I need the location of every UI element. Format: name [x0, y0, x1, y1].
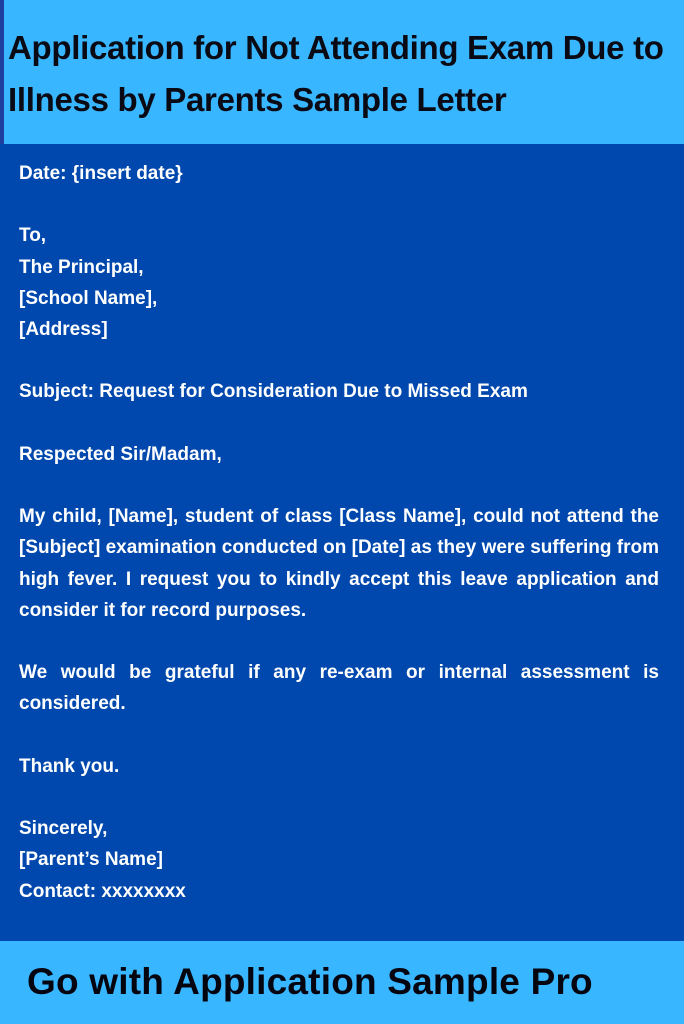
- salutation-line: Respected Sir/Madam,: [19, 443, 222, 465]
- spacer: [19, 408, 659, 439]
- spacer: [19, 782, 659, 813]
- footer-banner: [0, 941, 684, 1024]
- contact-line: Contact: xxxxxxxx: [19, 880, 186, 902]
- to-line: To,: [19, 225, 47, 247]
- footer-tagline: Go with Application Sample Pro: [27, 961, 593, 1002]
- spacer: [19, 626, 659, 657]
- spacer: [19, 189, 659, 220]
- sender-line: [Parent’s Name]: [19, 849, 163, 871]
- closing-line: Sincerely,: [19, 818, 108, 840]
- spacer: [19, 720, 659, 751]
- body-paragraph-1: My child, [Name], student of class [Class Name], could not attend the [Subject] examination conducted on [Date] as they were suffering from high fever. I request you to kindly accept this leave application and consider it for record purposes.: [19, 506, 659, 621]
- spacer: [19, 345, 659, 376]
- spacer: [19, 470, 659, 501]
- body-paragraph-2: We would be grateful if any re-exam or internal assessment is considered.: [19, 662, 659, 715]
- letter-panel: [0, 144, 684, 941]
- letter-content: [19, 158, 659, 907]
- page-title: Application for Not Attending Exam Due to Illness by Parents Sample Letter: [8, 29, 664, 118]
- thanks-line: Thank you.: [19, 755, 120, 777]
- date-line: Date: {insert date}: [19, 163, 183, 184]
- recipient-line: The Principal,: [19, 256, 144, 278]
- school-line: [School Name],: [19, 287, 158, 309]
- subject-line: Subject: Request for Consideration Due to Missed Exam: [19, 381, 528, 403]
- header-banner: [0, 0, 684, 144]
- address-line: [Address]: [19, 319, 108, 340]
